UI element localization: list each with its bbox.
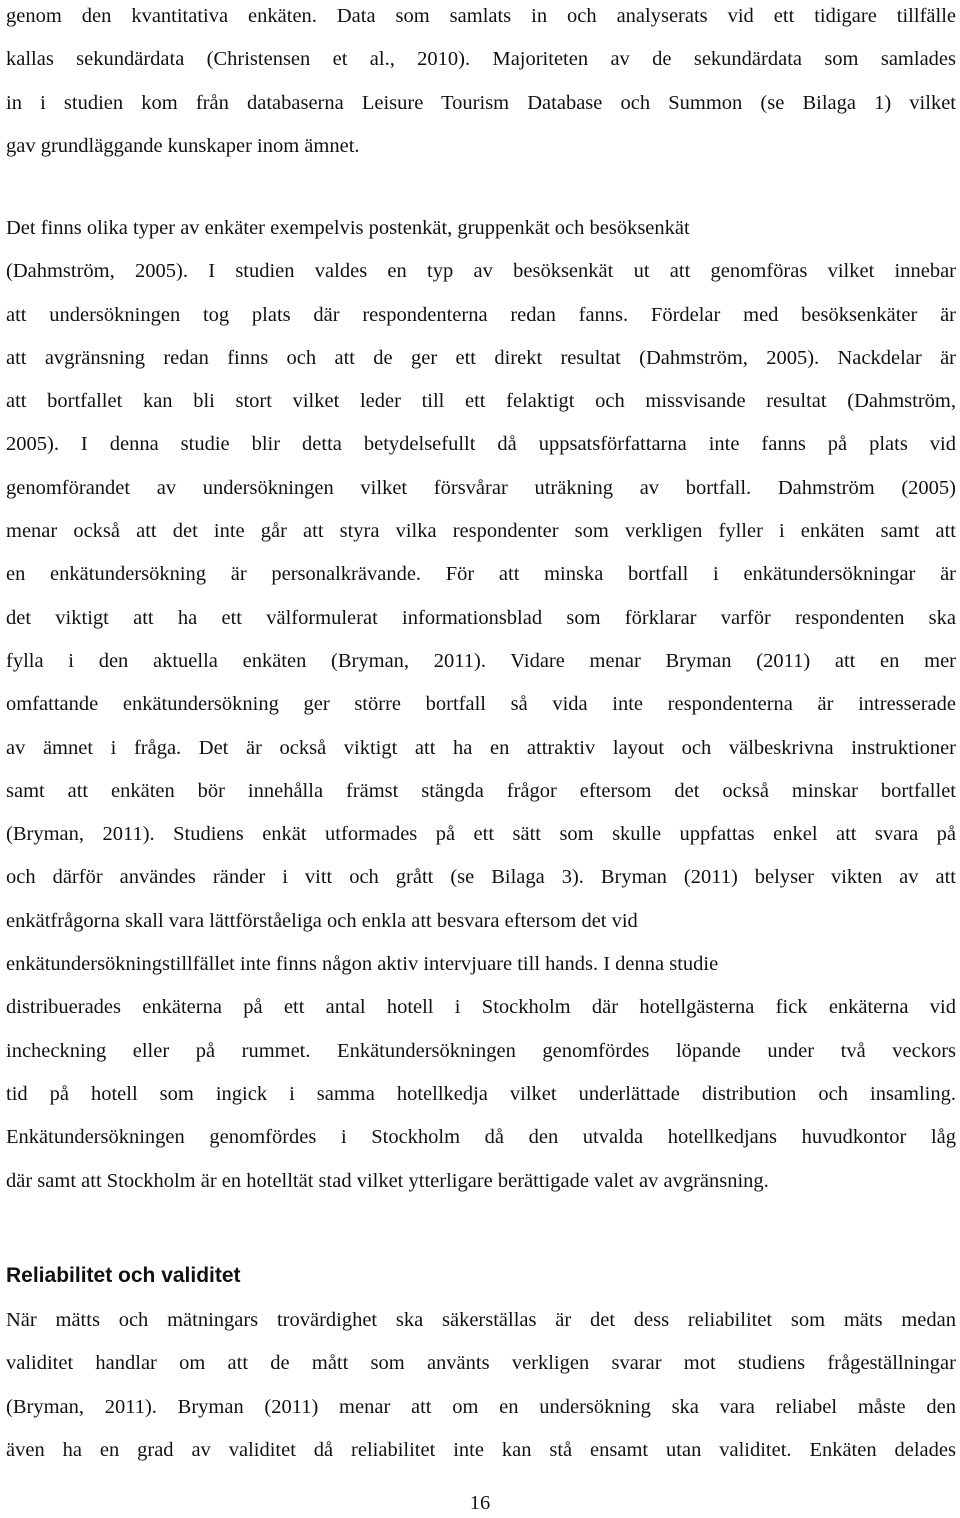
- text-line: där samt att Stockholm är en hotelltät stad vilket ytterligare berättigade valet av avgränsning.: [6, 1169, 769, 1192]
- text-line: incheckning eller på rummet. Enkätundersökningen genomfördes löpande under två veckors: [6, 1039, 956, 1062]
- text-line: (Bryman, 2011). Bryman (2011) menar att om en undersökning ska vara reliabel måste den: [6, 1395, 956, 1418]
- paragraph-survey-types: [6, 207, 956, 1203]
- text-line: att avgränsning redan finns och att de ger ett direkt resultat (Dahmström, 2005). Nackdelar är: [6, 346, 956, 369]
- text-line: genom den kvantitativa enkäten. Data som samlats in och analyserats vid ett tidigare tillfälle: [6, 5, 956, 27]
- text-line: fylla i den aktuella enkäten (Bryman, 2011). Vidare menar Bryman (2011) att en mer: [6, 649, 956, 672]
- text-line: kallas sekundärdata (Christensen et al., 2010). Majoriteten av de sekundärdata som samlades: [6, 48, 956, 71]
- text-line: tid på hotell som ingick i samma hotellkedja vilket underlättade distribution och insamling.: [6, 1082, 956, 1105]
- text-line: 2005). I denna studie blir detta betydelsefullt då uppsatsförfattarna inte fanns på plats vid: [6, 433, 956, 456]
- paragraph-reliability: [6, 1299, 956, 1472]
- text-line: att undersökningen tog plats där respondenterna redan fanns. Fördelar med besöksenkäter är: [6, 303, 956, 326]
- paragraph-secondary-data: [6, 0, 956, 168]
- text-line: en enkätundersökning är personalkrävande. För att minska bortfall i enkätundersökningar är: [6, 563, 956, 586]
- text-line: Det finns olika typer av enkäter exempelvis postenkät, gruppenkät och besöksenkät: [6, 217, 690, 239]
- text-line: och därför användes ränder i vitt och grått (se Bilaga 3). Bryman (2011) belyser vikten av att: [6, 866, 956, 889]
- text-line: in i studien kom från databaserna Leisure Tourism Database och Summon (se Bilaga 1) vilket: [6, 91, 956, 114]
- text-line: När mätts och mätningars trovärdighet ska säkerställas är det dess reliabilitet som mäts medan: [6, 1309, 956, 1331]
- section-heading: Reliabilitet och validitet: [6, 1264, 241, 1287]
- text-line: (Dahmström, 2005). I studien valdes en typ av besöksenkät ut att genomföras vilket innebar: [6, 260, 956, 283]
- page-number: 16: [469, 1492, 491, 1514]
- text-line: gav grundläggande kunskaper inom ämnet.: [6, 134, 360, 157]
- text-line: distribuerades enkäterna på ett antal hotell i Stockholm där hotellgästerna fick enkäterna vid: [6, 996, 956, 1019]
- text-line: (Bryman, 2011). Studiens enkät utformades på ett sätt som skulle uppfattas enkel att svara på: [6, 823, 956, 846]
- text-line: genomförandet av undersökningen vilket försvårar uträkning av bortfall. Dahmström (2005): [6, 476, 956, 499]
- text-line: det viktigt att ha ett välformulerat informationsblad som förklarar varför respondenten ska: [6, 606, 956, 629]
- text-line: enkätfrågorna skall vara lättförståeliga och enkla att besvara eftersom det vid: [6, 909, 638, 932]
- text-line: även ha en grad av validitet då reliabilitet inte kan stå ensamt utan validitet. Enkäten delades: [6, 1438, 956, 1461]
- text-line: omfattande enkätundersökning ger större bortfall så vida inte respondenterna är intresserade: [6, 693, 956, 716]
- text-line: validitet handlar om att de mått som använts verkligen svarar mot studiens frågeställningar: [6, 1352, 956, 1375]
- text-line: att bortfallet kan bli stort vilket leder till ett felaktigt och missvisande resultat (Dahmström,: [6, 390, 956, 413]
- text-line: samt att enkäten bör innehålla främst stängda frågor eftersom det också minskar bortfallet: [6, 779, 956, 802]
- text-line: Enkätundersökningen genomfördes i Stockholm då den utvalda hotellkedjans huvudkontor låg: [6, 1126, 956, 1149]
- text-line: av ämnet i fråga. Det är också viktigt att ha en attraktiv layout och välbeskrivna instruktioner: [6, 736, 956, 759]
- text-line: menar också att det inte går att styra vilka respondenter som verkligen fyller i enkäten samt att: [6, 520, 956, 543]
- text-line: enkätundersökningstillfället inte finns någon aktiv intervjuare till hands. I denna studie: [6, 953, 719, 976]
